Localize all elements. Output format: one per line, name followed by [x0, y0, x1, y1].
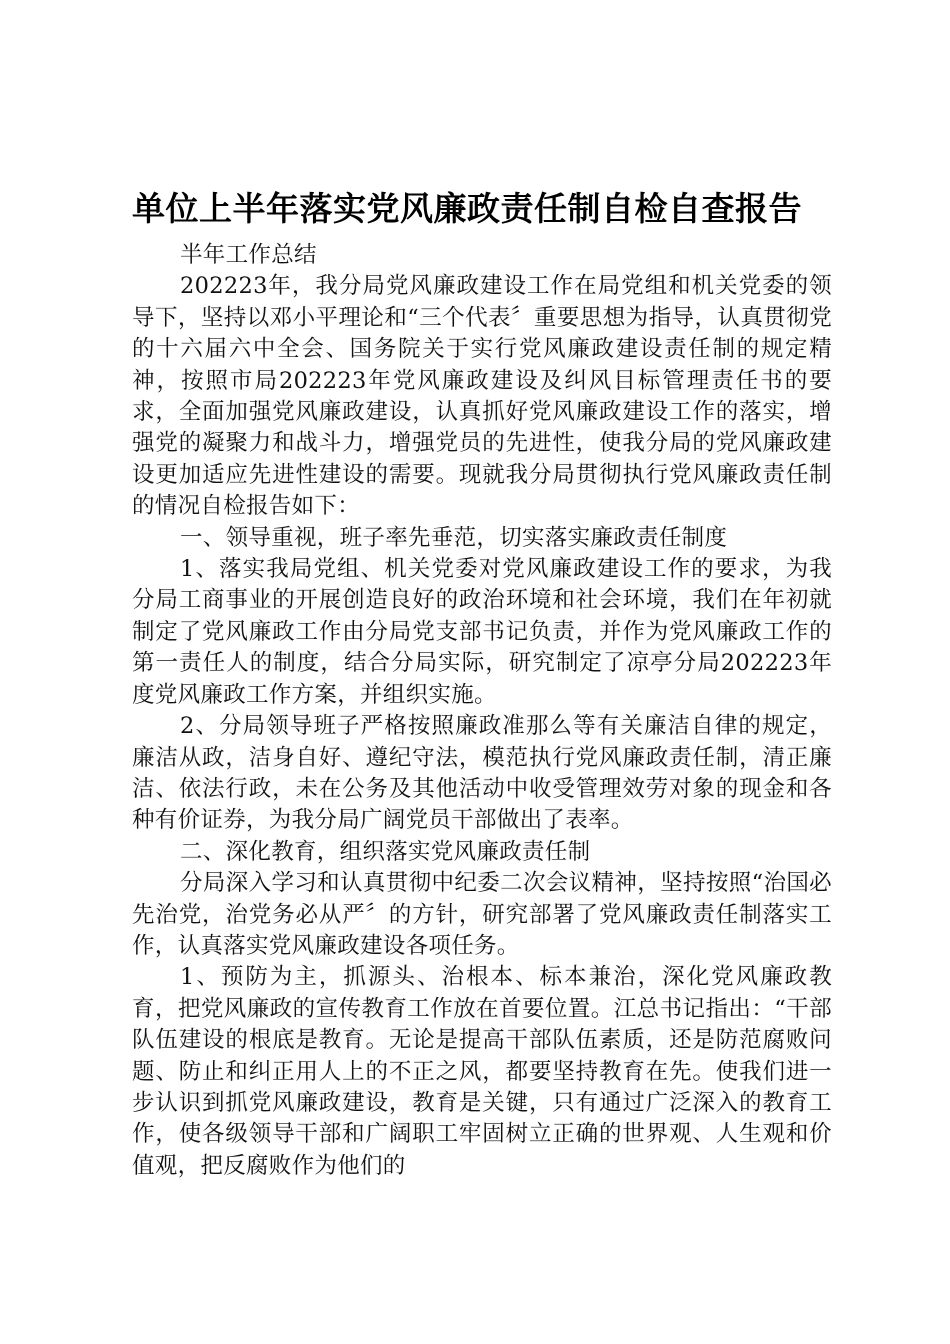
paragraph-1-1: 1、落实我局党组、机关党委对党风廉政建设工作的要求，为我分局工商事业的开展创造良好的政治环境和社会环境，我们在年初就制定了党风廉政工作由分局党支部书记负责，并作为党风廉政工作的第一责任人的制度，结合分局实际，研究制定了凉亭分局202223年度党风廉政工作方案，并组织实施。 — [132, 556, 832, 708]
paragraph-1-2: 2、分局领导班子严格按照廉政准那么等有关廉洁自律的规定，廉洁从政，洁身自好、遵纪守法，模范执行党风廉政责任制，清正廉洁、依法行政，未在公务及其他活动中收受管理效劳对象的现金和各种有价证券，为我分局广阔党员干部做出了表率。 — [132, 713, 832, 834]
section-heading-1: 一、领导重视，班子率先垂范，切实落实廉政责任制度 — [180, 524, 728, 551]
paragraph-intro: 202223年，我分局党风廉政建设工作在局党组和机关党委的领导下，坚持以邓小平理论和“三个代表〞重要思想为指导，认真贯彻党的十六届六中全会、国务院关于实行党风廉政建设责任制的规定精神，按照市局202223年党风廉政建设及纠风目标管理责任书的要求，全面加强党风廉政建设，认真抓好党风廉政建设工作的落实，增强党的凝聚力和战斗力，增强党员的先进性，使我分局的党风廉政建设更加适应先进性建设的需要。现就我分局贯彻执行党风廉政责任制的情况自检报告如下： — [132, 273, 832, 520]
document-page — [132, 186, 832, 1182]
section-heading-2: 二、深化教育，组织落实党风廉政责任制 — [180, 838, 591, 865]
paragraph-2-1: 1、预防为主，抓源头、治根本、标本兼治，深化党风廉政教育，把党风廉政的宣传教育工作放在首要位置。江总书记指出：“干部队伍建设的根底是教育。无论是提高干部队伍素质，还是防范腐败问题、防止和纠正用人上的不正之风，都要坚持教育在先。使我们进一步认识到抓党风廉政建设，教育是关键，只有通过广泛深入的教育工作，使各级领导干部和广阔职工牢固树立正确的世界观、人生观和价值观，把反腐败作为他们的 — [132, 964, 832, 1179]
document-title: 单位上半年落实党风廉政责任制自检自查报告 — [132, 189, 802, 228]
section-subtitle: 半年工作总结 — [180, 242, 317, 268]
paragraph-2-intro: 分局深入学习和认真贯彻中纪委二次会议精神，坚持按照“治国必先治党，治党务必从严〞的方针，研究部署了党风廉政责任制落实工作，认真落实党风廉政建设各项任务。 — [132, 870, 832, 959]
